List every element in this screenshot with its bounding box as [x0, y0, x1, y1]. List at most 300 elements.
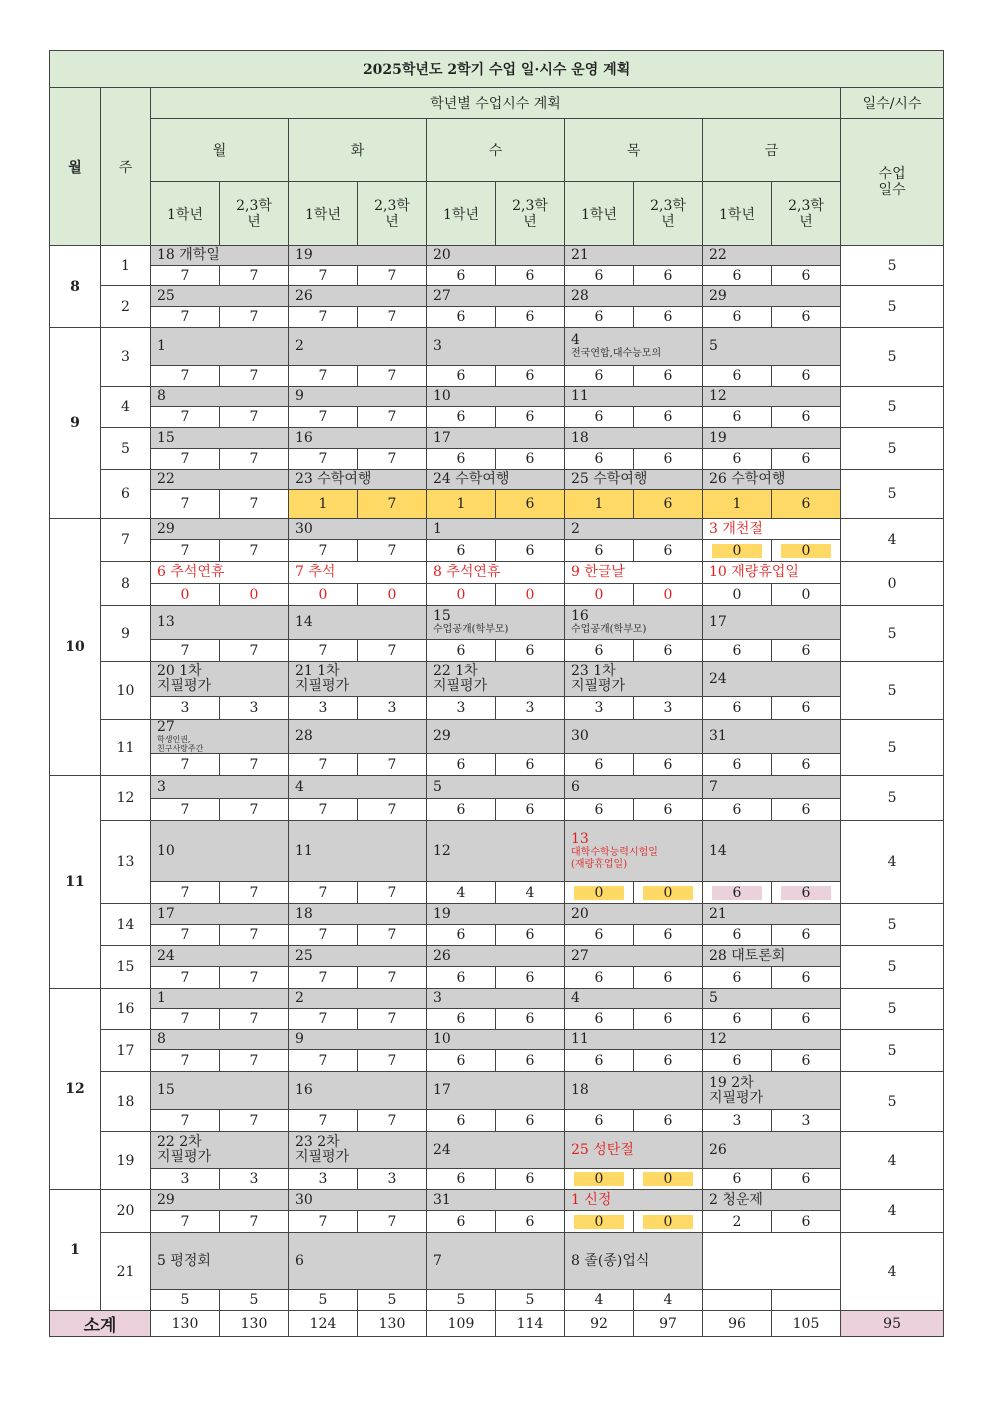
date-label: 6 추석연휴	[157, 564, 225, 580]
date-label: 26	[709, 1141, 727, 1158]
week-number: 16	[101, 989, 151, 1030]
grade1-hours: 7	[151, 1050, 220, 1072]
date-label: 17	[433, 429, 451, 446]
date-label: 12	[709, 388, 727, 404]
hours-badge: 0	[643, 1215, 693, 1229]
grade1-hours: 7	[289, 882, 358, 904]
date-cell	[427, 519, 565, 540]
grade23-hours: 6	[634, 366, 703, 387]
date-cell	[703, 1190, 841, 1211]
week-number: 2	[101, 286, 151, 328]
date-cell	[427, 1030, 565, 1050]
date-label: 12	[433, 842, 451, 859]
subtotal-value: 97	[634, 1311, 703, 1337]
grade23-hours: 6	[634, 640, 703, 662]
date-cell	[427, 606, 565, 640]
date-cell	[703, 821, 841, 882]
date-label: 5 평정회	[157, 1252, 211, 1269]
class-days-value: 5	[841, 946, 944, 989]
grade1-hours: 6	[427, 1211, 496, 1233]
grade23-hours: 7	[220, 540, 289, 562]
grade23-hours: 7	[220, 967, 289, 989]
grade23-hours: 3	[220, 697, 289, 720]
grade1-hours	[565, 1211, 634, 1233]
grade23-hours: 6	[634, 1009, 703, 1030]
grade23-hours: 3	[772, 1110, 841, 1132]
date-cell	[703, 246, 841, 266]
grade1-hours: 7	[151, 799, 220, 821]
date-label: 1	[157, 990, 166, 1006]
date-cell	[151, 1233, 289, 1290]
date-label: 2	[295, 338, 304, 354]
grade23-hours: 6	[634, 490, 703, 519]
week-number: 6	[101, 470, 151, 519]
date-cell	[289, 720, 427, 754]
date-cell	[289, 821, 427, 882]
month-cell: 1	[50, 1190, 101, 1311]
grade1-hours: 7	[151, 366, 220, 387]
grade23-header	[358, 182, 427, 246]
date-cell	[289, 946, 427, 967]
grade23-hours: 3	[358, 1169, 427, 1190]
grade23-hours: 7	[358, 882, 427, 904]
grade23-hours: 6	[772, 697, 841, 720]
date-label: 5	[709, 338, 718, 354]
date-cell	[151, 286, 289, 307]
date-label: 28 대토론회	[709, 947, 786, 964]
date-cell	[565, 1233, 703, 1290]
plan-header: 학년별 수업시수 계획	[151, 88, 841, 119]
weekday-mon: 월	[151, 119, 289, 182]
grade1-hours: 7	[289, 1050, 358, 1072]
grade23-hours: 7	[358, 307, 427, 328]
grade1-hours	[565, 882, 634, 904]
date-cell	[565, 328, 703, 366]
date-cell	[289, 1072, 427, 1110]
date-cell	[703, 776, 841, 799]
hours-badge: 0	[781, 544, 831, 558]
class-days-value: 4	[841, 1233, 944, 1311]
grade1-hours: 6	[427, 307, 496, 328]
date-cell	[703, 387, 841, 407]
week-number: 19	[101, 1132, 151, 1190]
grade23-hours: 6	[772, 640, 841, 662]
date-label: 1 신정	[571, 1191, 612, 1208]
date-label: 17	[157, 905, 175, 922]
week-number: 3	[101, 328, 151, 387]
grade1-hours: 7	[151, 754, 220, 776]
grade1-hours: 5	[289, 1290, 358, 1311]
grade23-hours: 6	[634, 307, 703, 328]
date-cell	[703, 989, 841, 1009]
date-cell	[703, 519, 841, 540]
date-cell	[427, 470, 565, 490]
week-number: 5	[101, 428, 151, 470]
class-days-value: 5	[841, 989, 944, 1030]
grade23-hours: 6	[496, 967, 565, 989]
grade23-hours: 7	[220, 1211, 289, 1233]
grade23-hours: 7	[220, 799, 289, 821]
date-cell	[151, 904, 289, 925]
grade23-hours: 5	[358, 1290, 427, 1311]
grade23-hours: 7	[358, 266, 427, 286]
grade23-hours: 7	[220, 882, 289, 904]
grade23-hours: 7	[220, 449, 289, 470]
grade23-header	[772, 182, 841, 246]
week-header: 주	[101, 88, 151, 246]
date-label: 20 1차 지필평가	[157, 663, 212, 694]
class-days-value: 5	[841, 286, 944, 328]
grade1-hours: 6	[427, 1110, 496, 1132]
date-label: 20	[571, 905, 589, 922]
date-label: 30	[295, 520, 313, 537]
grade1-hours: 6	[703, 799, 772, 821]
grade23-hours: 0	[634, 584, 703, 606]
week-number: 4	[101, 387, 151, 428]
date-label: 31	[433, 1191, 451, 1208]
date-label: 7	[433, 1252, 442, 1269]
grade23-hours: 6	[772, 1211, 841, 1233]
grade1-hours: 6	[427, 754, 496, 776]
date-label: 29	[709, 287, 727, 304]
grade1-hours: 6	[427, 540, 496, 562]
date-label: 18	[295, 905, 313, 922]
date-cell	[151, 387, 289, 407]
date-label: 26 수학여행	[709, 471, 786, 487]
event-note: 전국연합,대수능모의	[571, 348, 662, 359]
date-label: 8 졸(종)업식	[571, 1252, 650, 1269]
grade23-hours: 6	[772, 366, 841, 387]
date-label: 24	[709, 670, 727, 687]
grade1-hours: 7	[151, 540, 220, 562]
grade1-hours: 6	[703, 366, 772, 387]
grade23-hours: 6	[772, 266, 841, 286]
grade23-hours: 7	[220, 1009, 289, 1030]
date-label: 19 2차 지필평가	[709, 1074, 764, 1106]
hours-badge: 0	[712, 544, 762, 558]
grade1-hours: 5	[427, 1290, 496, 1311]
month-cell: 8	[50, 246, 101, 328]
date-label: 25 성탄절	[571, 1141, 634, 1158]
grade23-hours: 7	[220, 307, 289, 328]
date-cell	[565, 562, 703, 584]
grade1-hours: 0	[427, 584, 496, 606]
grade23-hours: 6	[496, 640, 565, 662]
grade23-hours: 6	[634, 754, 703, 776]
grade1-hours: 6	[565, 925, 634, 946]
weekday-thu: 목	[565, 119, 703, 182]
date-label: 18	[571, 429, 589, 446]
date-cell	[703, 606, 841, 640]
grade1-hours: 7	[289, 540, 358, 562]
date-label: 22 1차 지필평가	[433, 663, 488, 694]
class-days-value: 5	[841, 904, 944, 946]
date-cell	[565, 1030, 703, 1050]
class-days-value: 5	[841, 662, 944, 720]
grade1-hours: 7	[151, 882, 220, 904]
grade1-hours: 6	[703, 1009, 772, 1030]
week-number: 18	[101, 1072, 151, 1132]
grade1-hours: 7	[289, 754, 358, 776]
date-cell	[427, 989, 565, 1009]
date-label: 14	[709, 842, 727, 859]
grade23-header	[496, 182, 565, 246]
date-cell	[565, 821, 703, 882]
grade1-hours: 6	[703, 307, 772, 328]
class-days-value: 4	[841, 1132, 944, 1190]
grade23-hours: 7	[220, 407, 289, 428]
date-label: 18	[571, 1082, 589, 1098]
date-label: 7 추석	[295, 564, 336, 580]
hours-badge: 0	[574, 1172, 624, 1186]
date-cell	[151, 328, 289, 366]
date-cell	[151, 470, 289, 490]
subtotal-label: 소계	[50, 1311, 151, 1337]
grade23-hours: 0	[772, 584, 841, 606]
date-cell	[427, 246, 565, 266]
grade1-hours: 6	[703, 925, 772, 946]
date-label: 6	[295, 1252, 304, 1269]
grade23-hours: 6	[634, 266, 703, 286]
date-cell	[703, 662, 841, 697]
weekday-tue: 화	[289, 119, 427, 182]
grade23-hours: 0	[358, 584, 427, 606]
date-label: 10	[433, 1031, 451, 1047]
grade1-hours: 6	[427, 925, 496, 946]
date-cell	[703, 470, 841, 490]
grade1-hours	[703, 540, 772, 562]
date-cell	[289, 286, 427, 307]
grade23-hours	[634, 882, 703, 904]
grade1-hours: 6	[703, 449, 772, 470]
grade1-header: 1학년	[703, 182, 772, 246]
date-cell	[565, 989, 703, 1009]
date-cell	[151, 519, 289, 540]
date-label: 22	[157, 471, 175, 487]
week-number: 21	[101, 1233, 151, 1311]
date-label: 19	[709, 429, 727, 446]
grade1-header: 1학년	[565, 182, 634, 246]
grade23-hours: 6	[496, 799, 565, 821]
week-number: 10	[101, 662, 151, 720]
subtotal-value: 124	[289, 1311, 358, 1337]
class-days-value: 5	[841, 387, 944, 428]
grade23-hours: 7	[358, 1211, 427, 1233]
date-label: 29	[157, 520, 175, 537]
date-label: 2 청운제	[709, 1191, 763, 1208]
grade23-hours: 0	[496, 584, 565, 606]
month-header: 월	[50, 88, 101, 246]
date-cell	[565, 428, 703, 449]
date-cell	[565, 1072, 703, 1110]
date-label: 26	[295, 287, 313, 304]
grade1-hours: 7	[289, 307, 358, 328]
grade23-hours: 6	[772, 490, 841, 519]
date-label: 21	[571, 247, 589, 263]
date-label: 8 추석연휴	[433, 564, 501, 580]
week-number: 12	[101, 776, 151, 821]
class-days-value: 4	[841, 519, 944, 562]
date-label: 5	[709, 990, 718, 1006]
grade1-hours: 3	[151, 697, 220, 720]
date-label: 16	[295, 1082, 313, 1098]
date-cell	[427, 946, 565, 967]
date-cell	[565, 387, 703, 407]
date-label: 5	[433, 778, 442, 795]
date-label: 16	[571, 608, 589, 624]
date-label: 16	[295, 429, 313, 446]
schedule-table	[49, 50, 944, 1337]
date-label: 11	[571, 388, 589, 404]
date-label: 26	[433, 947, 451, 964]
grade1-hours: 6	[427, 1009, 496, 1030]
class-days-value: 5	[841, 776, 944, 821]
date-label: 11	[295, 842, 313, 859]
date-cell	[289, 562, 427, 584]
date-label: 24	[157, 947, 175, 964]
grade23-hours: 6	[772, 799, 841, 821]
grade1-hours: 6	[703, 1169, 772, 1190]
date-label: 13	[157, 614, 175, 630]
date-cell	[427, 1072, 565, 1110]
date-label: 28	[295, 728, 313, 744]
grade23-hours: 7	[358, 799, 427, 821]
event-note: 학생인권, 친구사랑주간	[157, 735, 204, 753]
date-cell	[289, 328, 427, 366]
grade1-hours: 7	[289, 366, 358, 387]
subtotal-value: 130	[220, 1311, 289, 1337]
grade23-hours: 5	[220, 1290, 289, 1311]
grade23-hours: 6	[772, 407, 841, 428]
date-cell	[151, 662, 289, 697]
date-cell	[151, 1132, 289, 1169]
date-label: 10	[157, 842, 175, 859]
date-cell	[703, 328, 841, 366]
grade23-hours: 7	[220, 925, 289, 946]
grade23-label: 2,3학년	[374, 197, 410, 230]
grade1-hours: 6	[427, 967, 496, 989]
grade1-header: 1학년	[151, 182, 220, 246]
grade1-hours: 1	[565, 490, 634, 519]
date-cell	[427, 1190, 565, 1211]
grade1-hours: 7	[289, 799, 358, 821]
date-cell	[565, 946, 703, 967]
subtotal-value: 130	[358, 1311, 427, 1337]
date-cell	[151, 720, 289, 754]
date-cell	[289, 1132, 427, 1169]
grade23-hours: 6	[634, 540, 703, 562]
grade1-hours: 7	[151, 307, 220, 328]
grade1-hours: 7	[289, 449, 358, 470]
date-cell	[289, 246, 427, 266]
date-cell	[427, 776, 565, 799]
grade23-hours: 6	[772, 449, 841, 470]
date-cell	[427, 286, 565, 307]
grade23-hours: 7	[358, 967, 427, 989]
grade23-hours: 6	[496, 1169, 565, 1190]
grade23-hours: 7	[358, 366, 427, 387]
date-label: 31	[709, 728, 727, 744]
grade23-hours: 7	[358, 540, 427, 562]
grade23-hours	[772, 1290, 841, 1311]
grade23-hours: 6	[496, 1050, 565, 1072]
date-cell	[427, 328, 565, 366]
grade1-hours: 6	[703, 1050, 772, 1072]
class-days-value: 0	[841, 562, 944, 606]
date-cell	[703, 286, 841, 307]
grade23-hours: 3	[220, 1169, 289, 1190]
grade23-hours: 7	[220, 640, 289, 662]
grade23-hours	[772, 882, 841, 904]
date-cell	[151, 776, 289, 799]
grade1-hours: 6	[703, 697, 772, 720]
grade1-hours: 7	[151, 490, 220, 519]
grade23-hours: 6	[634, 967, 703, 989]
date-label: 1	[433, 520, 442, 537]
date-cell	[427, 428, 565, 449]
days-hours-header: 일수/시수	[841, 88, 944, 119]
grade23-hours: 6	[772, 1169, 841, 1190]
grade1-hours: 6	[427, 266, 496, 286]
grade23-hours: 6	[496, 490, 565, 519]
grade1-hours: 7	[151, 449, 220, 470]
date-cell	[289, 904, 427, 925]
grade23-hours: 6	[496, 1009, 565, 1030]
grade23-hours: 7	[220, 754, 289, 776]
date-cell	[703, 1233, 841, 1290]
date-label: 22	[709, 247, 727, 263]
date-cell	[565, 606, 703, 640]
week-number: 14	[101, 904, 151, 946]
grade23-hours: 4	[496, 882, 565, 904]
grade23-hours: 6	[634, 799, 703, 821]
date-label: 24	[433, 1141, 451, 1158]
date-cell	[151, 246, 289, 266]
subtotal-value: 130	[151, 1311, 220, 1337]
date-label: 13	[571, 830, 589, 847]
grade23-hours: 6	[496, 266, 565, 286]
grade23-hours: 6	[772, 925, 841, 946]
date-cell	[151, 1030, 289, 1050]
page-title: 2025학년도 2학기 수업 일·시수 운영 계획	[50, 51, 944, 88]
date-cell	[289, 776, 427, 799]
date-label: 14	[295, 614, 313, 630]
date-label: 21 1차 지필평가	[295, 663, 350, 694]
grade1-hours: 6	[565, 407, 634, 428]
grade23-hours	[634, 1211, 703, 1233]
weekday-wed: 수	[427, 119, 565, 182]
grade23-hours: 7	[358, 1110, 427, 1132]
date-label: 3 개천절	[709, 520, 763, 537]
date-label: 28	[571, 287, 589, 304]
class-days-value: 5	[841, 470, 944, 519]
date-label: 29	[157, 1191, 175, 1208]
grade1-hours: 1	[289, 490, 358, 519]
date-label: 30	[571, 728, 589, 744]
grade1-hours: 4	[427, 882, 496, 904]
date-cell	[289, 387, 427, 407]
class-days-header	[841, 119, 944, 246]
grade1-hours: 6	[703, 754, 772, 776]
date-cell	[703, 1030, 841, 1050]
grade1-hours: 3	[427, 697, 496, 720]
grade23-hours: 5	[496, 1290, 565, 1311]
date-cell	[289, 428, 427, 449]
grade23-hours: 4	[634, 1290, 703, 1311]
date-label: 4	[571, 990, 580, 1006]
grade1-hours: 7	[289, 925, 358, 946]
grade1-hours: 6	[427, 1050, 496, 1072]
